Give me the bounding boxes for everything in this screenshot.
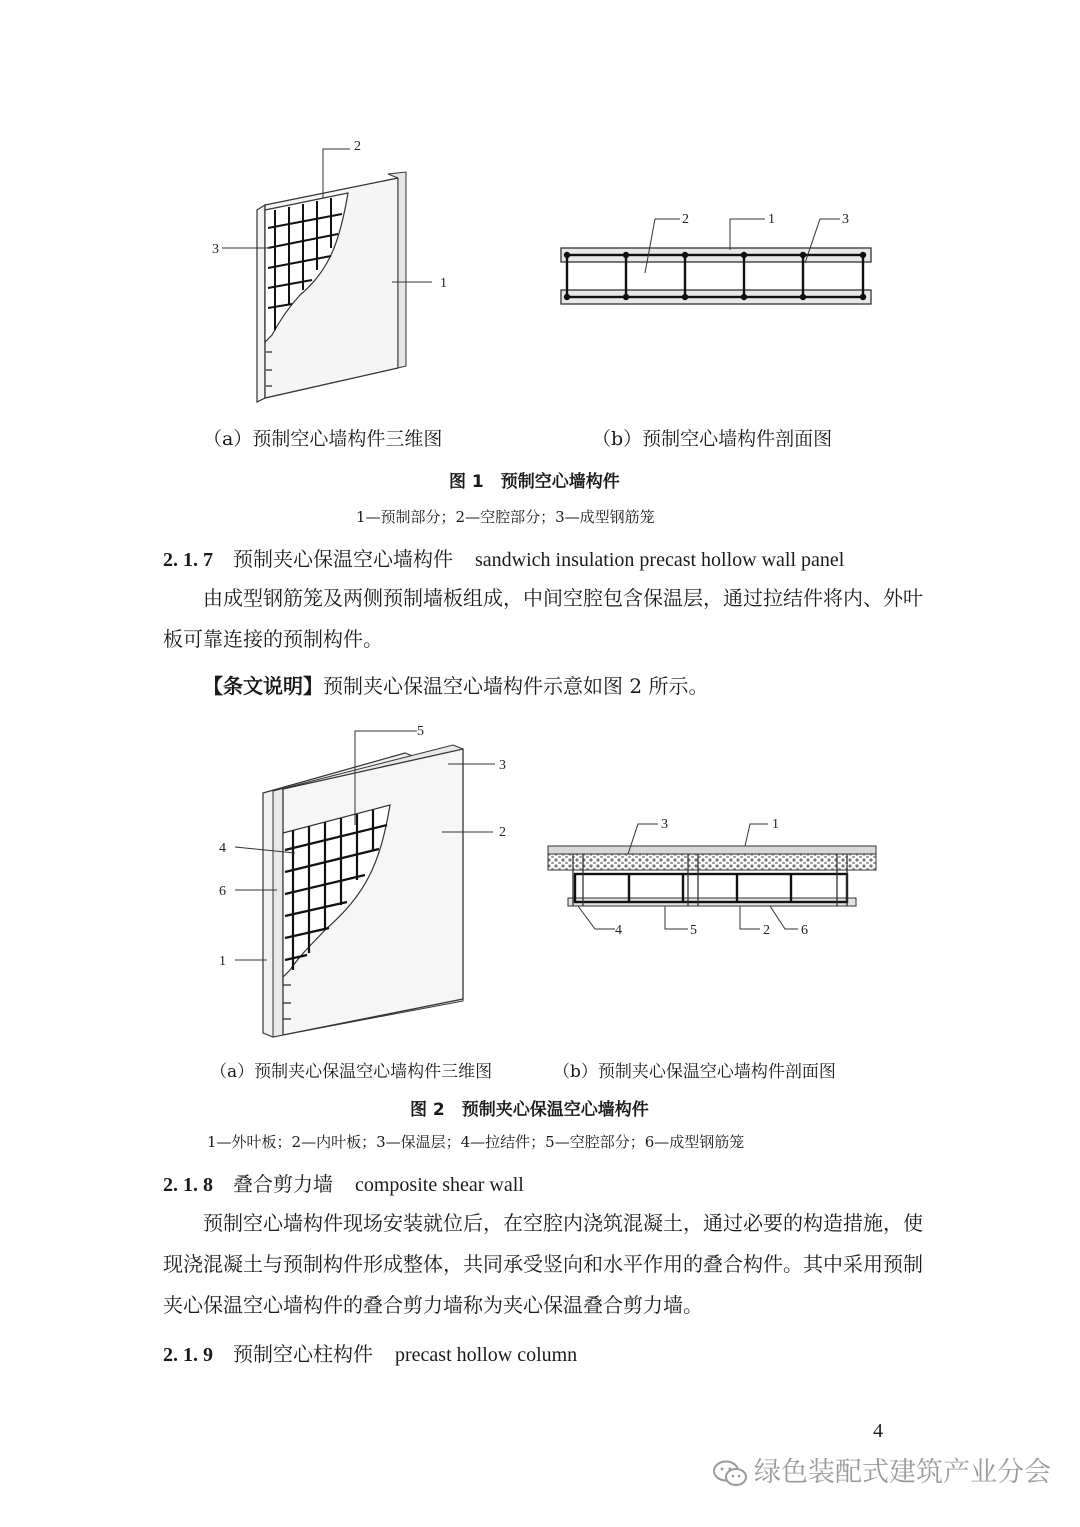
- section-title-en: composite shear wall: [355, 1174, 524, 1196]
- figure2-a-drawing: [205, 715, 535, 1045]
- figure1-caption-a: （a）预制空心墙构件三维图: [203, 428, 443, 450]
- section-title-cn: 预制空心柱构件: [233, 1342, 373, 1366]
- section-2-1-7-body: 由成型钢筋笼及两侧预制墙板组成，中间空腔包含保温层，通过拉结件将内、外叶板可靠连接的预制构件。: [163, 586, 923, 651]
- section-title-en: precast hollow column: [395, 1344, 578, 1366]
- fig1b-label-3: 3: [842, 212, 849, 227]
- fig2b-label-5: 5: [690, 923, 697, 938]
- section-title-cn: 叠合剪力墙: [233, 1172, 333, 1196]
- fig2b-label-4: 4: [615, 923, 622, 938]
- fig2a-label-3: 3: [499, 758, 506, 773]
- section-title-en: sandwich insulation precast hollow wall panel: [475, 549, 845, 571]
- fig2b-label-2: 2: [763, 923, 770, 938]
- clause-note: [203, 670, 708, 699]
- fig1a-label-2: 2: [354, 139, 361, 154]
- section-number: 2. 1. 7: [163, 549, 213, 571]
- figure2-legend: 1—外叶板；2—内叶板；3—保温层；4—拉结件；5—空腔部分；6—成型钢筋笼: [207, 1133, 745, 1151]
- section-2-1-7-heading: [163, 543, 844, 572]
- figure2-caption-a: （a）预制夹心保温空心墙构件三维图: [210, 1062, 493, 1082]
- section-number: 2. 1. 9: [163, 1344, 213, 1366]
- fig2a-label-4: 4: [219, 841, 226, 856]
- section-2-1-8-heading: [163, 1168, 524, 1197]
- fig2a-label-6: 6: [219, 884, 226, 899]
- figure1-caption-b: （b）预制空心墙构件剖面图: [592, 428, 833, 450]
- fig2b-label-3: 3: [661, 817, 668, 832]
- figure1-a-drawing: [200, 130, 490, 410]
- fig1a-label-1: 1: [440, 276, 447, 291]
- watermark-text: 绿色装配式建筑产业分会: [754, 1457, 1051, 1488]
- fig1b-label-1: 1: [768, 212, 775, 227]
- figure1-b-drawing: [555, 205, 885, 315]
- fig2a-label-2: 2: [499, 825, 506, 840]
- section-title-cn: 预制夹心保温空心墙构件: [233, 547, 453, 571]
- figure1-legend: 1—预制部分；2—空腔部分；3—成型钢筋笼: [356, 508, 655, 526]
- figure1-title: 图 1 预制空心墙构件: [449, 472, 620, 492]
- page-number: 4: [873, 1420, 883, 1442]
- section-2-1-9-heading: [163, 1338, 577, 1367]
- fig2a-label-5: 5: [417, 724, 424, 739]
- section-2-1-8-body: 预制空心墙构件现场安装就位后，在空腔内浇筑混凝土，通过必要的构造措施，使现浇混凝土与预制构件形成整体，共同承受竖向和水平作用的叠合构件。其中采用预制夹心保温空心墙构件的叠合剪力墙称为夹心保温叠合剪力墙。: [163, 1211, 923, 1317]
- fig1a-label-3: 3: [212, 242, 219, 257]
- figure2-b-drawing: [540, 810, 885, 945]
- section-number: 2. 1. 8: [163, 1174, 213, 1196]
- figure2-caption-b: （b）预制夹心保温空心墙构件剖面图: [553, 1062, 836, 1082]
- figure2-title: 图 2 预制夹心保温空心墙构件: [410, 1100, 649, 1120]
- watermark: [712, 1450, 1051, 1489]
- fig1b-label-2: 2: [682, 212, 689, 227]
- clause-note-label: 【条文说明】: [203, 674, 323, 698]
- wechat-icon: [712, 1459, 748, 1489]
- fig2b-label-1: 1: [772, 817, 779, 832]
- fig2b-label-6: 6: [801, 923, 808, 938]
- clause-note-text: 预制夹心保温空心墙构件示意如图 2 所示。: [323, 674, 709, 698]
- fig2a-label-1: 1: [219, 954, 226, 969]
